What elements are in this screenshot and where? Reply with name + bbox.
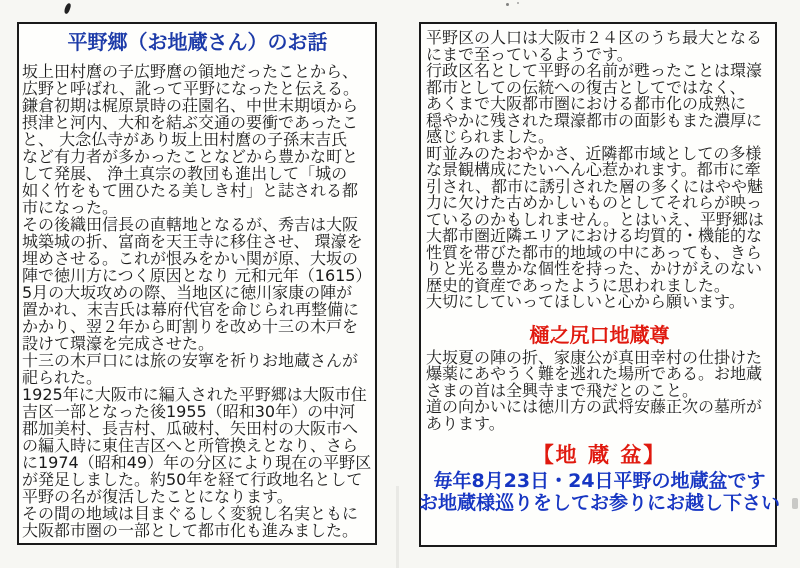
- section-jizobon-notice: [418, 470, 781, 514]
- scan-streak: [396, 486, 399, 568]
- text-line: 置かれ、末吉氏は幕府代官を命じられ再整備に: [22, 300, 359, 319]
- text-line: と、 大念仏寺があり坂上田村麿の子孫末吉氏: [22, 130, 348, 149]
- text-line: その間の地域は目まぐるしく変貌し名実ともに: [22, 504, 359, 523]
- right-panel: [418, 22, 781, 547]
- text-line: 性質を帯びた都市的地域の中にあっても、きら: [426, 242, 762, 262]
- text-line: 道の向かいには徳川方の武将安藤正次の墓所が: [426, 397, 763, 416]
- text-line: 如く竹をもて囲ひたる美しき村」と誌される都: [22, 181, 359, 200]
- text-line: 爆薬にあやうく難を逃れた場所である。お地蔵: [426, 364, 763, 383]
- text-line: 歴史的資産であったように思われました。: [426, 275, 730, 295]
- text-line: 広野と呼ばれ、訛って平野になったと伝える。: [22, 79, 359, 98]
- text-line: 埋めさせる。これが恨みをかい関が原、大坂の: [22, 249, 359, 268]
- text-line: 大坂夏の陣の折、家康公が真田幸村の仕掛けた: [426, 347, 763, 367]
- scan-speck: [63, 2, 71, 14]
- text-line: 1925年に大阪市に編入された平野郷は大阪市住: [22, 385, 367, 404]
- text-line: 力に欠けた古めかしいものとしてそれらが映っ: [426, 193, 763, 212]
- text-line: かかり、翌２年から町割りを改め十三の木戸を: [22, 317, 359, 336]
- text-line: あります。: [426, 413, 505, 433]
- text-line: 鎌倉初期は梶原景時の荘園名、中世末期頃から: [22, 96, 359, 115]
- text-line: りと光る豊かな個性を持った、かけがえのない: [426, 259, 763, 278]
- text-line: 市になった。: [22, 198, 119, 217]
- text-line: が発足しました。約50年を経て行政地名として: [22, 470, 363, 489]
- left-panel-body: [22, 63, 373, 539]
- section-hinoshiriguchi-jizoson-body: [426, 347, 773, 433]
- text-line: 穏やかに残された環濠都市の面影もまた濃厚に: [426, 110, 763, 130]
- text-line: 5月の大坂攻めの際、当地区に徳川家康の陣が: [22, 283, 353, 302]
- text-line: 設けて環濠を完成させた。: [22, 334, 215, 353]
- text-line: 引され、都市に誘引された層の多くにはやや魅: [426, 176, 763, 196]
- scan-speck: [517, 2, 519, 4]
- text-line: 祀られた。: [22, 368, 103, 387]
- right-panel-intro: [426, 30, 773, 311]
- text-line: 行政区名として平野の名前が甦ったことは環濠: [426, 61, 763, 80]
- text-line: など有力者が多かったことなどから豊かな町と: [22, 147, 359, 166]
- text-line: 吉区一部となった後1955（昭和30年）の中河: [22, 402, 356, 421]
- text-line: の編入時に東住吉区へと所管換えとなり、さら: [22, 436, 359, 455]
- text-line: 平野の名が復活したことになります。: [22, 487, 293, 506]
- text-line: さまの首は全興寺まで飛だとのこと。: [426, 380, 699, 400]
- left-panel-title: 平野郷（お地蔵さん）のお話: [67, 30, 328, 54]
- text-line: な景観構成にたいへん心惹かれます。都市に牽: [426, 160, 761, 179]
- text-line: 毎年8月23日・24日平野の地蔵盆です: [433, 470, 766, 492]
- text-line: 平野区の人口は大阪市２４区のうち最大となる: [426, 28, 763, 47]
- text-line: にまで至っているようです。: [426, 44, 633, 64]
- scan-speck: [506, 3, 509, 6]
- text-line: お地蔵様巡りをしてお参りにお越し下さい: [418, 491, 781, 514]
- text-line: 城築城の折、富商を天王寺に移住させ、 環濠を: [22, 232, 363, 251]
- scan-mark: [792, 498, 798, 509]
- section-hinoshiriguchi-jizoson-title: 樋之尻口地蔵尊: [529, 322, 670, 347]
- text-line: 感じられました。: [426, 127, 555, 146]
- text-line: 十三の木戸口には旅の安寧を祈りお地蔵さんが: [22, 351, 359, 370]
- text-line: 町並みのたおやかさ、近隣都市域としての多様: [426, 143, 762, 163]
- text-line: 大阪都市圏の一部として都市化も進みました。: [22, 521, 359, 540]
- text-line: して発展、 浄土真宗の教団も進出して「城の: [22, 164, 348, 183]
- text-line: あくまで大阪都市圏における都市化の成熟に: [426, 94, 747, 113]
- text-line: 摂津と河内、大和を結ぶ交通の要衝であったこ: [22, 113, 358, 132]
- text-line: 坂上田村麿の子広野麿の領地だったことから、: [22, 62, 359, 81]
- text-line: 都市としての伝統への復古としてではなく、: [426, 77, 746, 97]
- section-jizobon-title: 【地 蔵 盆】: [532, 443, 667, 467]
- text-line: 郡加美村、長吉村、瓜破村、矢田村の大阪市へ: [22, 419, 359, 438]
- left-panel: [17, 22, 377, 545]
- text-line: ているのかもしれません。とはいえ、平野郷は: [426, 209, 764, 229]
- text-line: 大都市圏近隣エリアにおける均質的・機能的な: [426, 226, 763, 245]
- text-line: 陣で徳川方につく原因となり 元和元年（1615）: [22, 266, 372, 285]
- text-line: に1974（昭和49）年の分区により現在の平野区: [22, 453, 372, 472]
- text-line: その後織田信長の直轄地となるが、秀吉は大阪: [22, 215, 359, 234]
- text-line: 大切にしていってほしいと心から願います。: [426, 292, 745, 311]
